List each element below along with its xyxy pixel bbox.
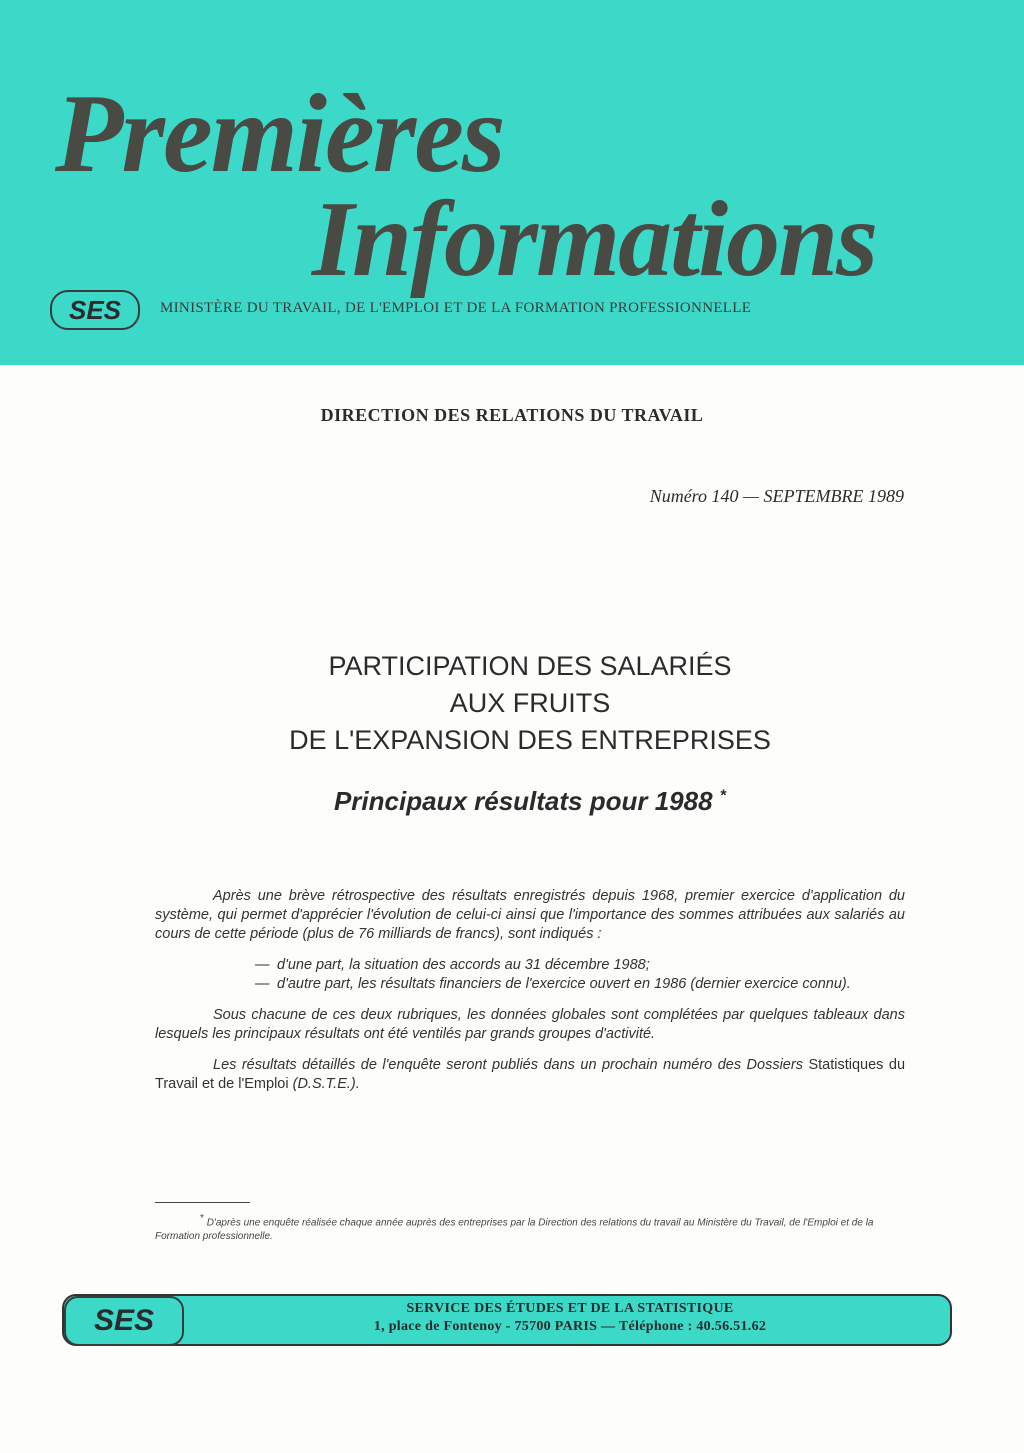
ministry-name: MINISTÈRE DU TRAVAIL, DE L'EMPLOI ET DE LA FORMATION PROFESSIONNELLE (160, 300, 752, 316)
footer-text (190, 1300, 950, 1336)
article-title (0, 648, 1024, 759)
ses-logo: SES (50, 290, 140, 330)
title-line-2: Informations (312, 180, 877, 299)
header-banner (0, 0, 1024, 365)
third-paragraph-start: Les résultats détaillés de l'enquête seront publiés dans un prochain numéro des Dossiers (213, 1057, 803, 1073)
article-title-line-1: PARTICIPATION DES SALARIÉS (328, 651, 732, 681)
dste-abbrev: (D.S.T.E.). (292, 1076, 360, 1092)
footer-address: 1, place de Fontenoy - 75700 PARIS — Téléphone : 40.56.51.62 (373, 1319, 767, 1334)
footnote-divider (155, 1202, 250, 1203)
title-line-1: Premières (55, 72, 504, 196)
footnote-text: D'après une enquête réalisée chaque année auprès des entreprises par la Direction des relations du travail au Ministère du Travail, de l'Emploi et de la Formation professionnelle. (155, 1217, 874, 1243)
second-paragraph: Sous chacune de ces deux rubriques, les données globales sont complétées par quelques tableaux dans lesquels les principaux résultats ont été ventilés par grands groupes d'activité. (155, 1007, 905, 1042)
results-list (255, 956, 905, 994)
list-item: — d'autre part, les résultats financiers de l'exercice ouvert en 1986 (dernier exercice connu). (255, 975, 905, 994)
third-paragraph (155, 1056, 905, 1094)
article-subtitle (0, 786, 1024, 817)
footer-ses-logo: SES (64, 1296, 184, 1346)
dste-title: Statistiques du Travail et de l'Emploi (155, 1057, 906, 1092)
list-item: — d'une part, la situation des accords au 31 décembre 1988; (255, 956, 905, 975)
footnote-mark: * (200, 1213, 204, 1224)
footnote (155, 1212, 905, 1244)
direction-heading: DIRECTION DES RELATIONS DU TRAVAIL (320, 405, 704, 425)
subtitle-footnote-mark: * (719, 787, 727, 805)
intro-paragraph: Après une brève rétrospective des résultats enregistrés depuis 1968, premier exercice d'application du système, qui permet d'apprécier l'évolution de celui-ci ainsi que l'importance des sommes attribuées aux salariés au cours de cette période (plus de 76 milliards de francs), sont indiqués : (155, 888, 905, 942)
article-title-line-2: AUX FRUITS (449, 688, 611, 718)
article-body (155, 887, 905, 1106)
footer-service-name: SERVICE DES ÉTUDES ET DE LA STATISTIQUE (406, 1301, 734, 1316)
article-title-line-3: DE L'EXPANSION DES ENTREPRISES (289, 725, 771, 755)
subtitle-text: Principaux résultats pour 1988 (333, 786, 713, 816)
issue-number: Numéro 140 — SEPTEMBRE 1989 (649, 486, 904, 506)
